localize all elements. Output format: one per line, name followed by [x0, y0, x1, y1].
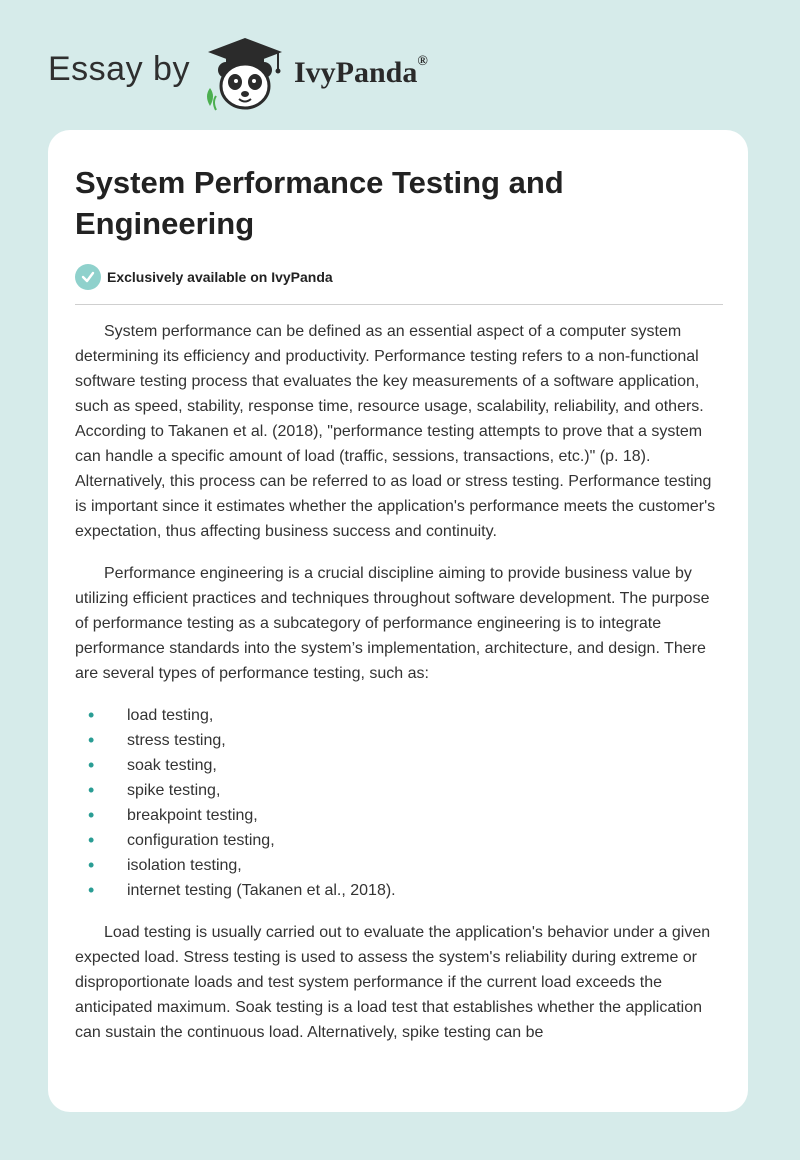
list-item-text: stress testing,	[127, 732, 226, 749]
list-item-text: spike testing,	[127, 782, 221, 799]
panda-logo-icon	[200, 36, 290, 112]
registered-mark: ®	[417, 54, 428, 69]
exclusive-badge	[75, 264, 333, 290]
bullet-icon: •	[88, 880, 95, 900]
divider	[75, 304, 723, 305]
list-item-text: breakpoint testing,	[127, 807, 258, 824]
list-item	[75, 803, 725, 828]
list-item-text: soak testing,	[127, 757, 217, 774]
paragraph: System performance can be defined as an essential aspect of a computer system determining its efficiency and productivity. Performance testing refers to a non-functional software testing process that evaluates the key measurements of a software application, such as speed, stability, response time, resource usage, scalability, reliability, and others. According to Takanen et al. (2018), "performance testing attempts to prove that a system can handle a specific amount of load (traffic, sessions, transactions, etc.)" (p. 18). Alternatively, this process can be referred to as load or stress testing. Performance testing is important since it estimates whether the application's performance meets the customer's expectation, thus affecting business success and continuity.	[75, 323, 716, 540]
bullet-icon: •	[88, 705, 95, 725]
essay-body	[75, 319, 725, 1062]
list-item	[75, 853, 725, 878]
essay-title: System Performance Testing and Engineering	[75, 165, 564, 241]
essay-by-label: Essay by	[48, 50, 190, 88]
exclusive-label: Exclusively available on IvyPanda	[107, 269, 333, 285]
list-item	[75, 728, 725, 753]
bullet-icon: •	[88, 730, 95, 750]
bullet-icon: •	[88, 805, 95, 825]
list-item	[75, 778, 725, 803]
brand-text: IvyPanda	[294, 56, 418, 89]
list-item-text: configuration testing,	[127, 832, 275, 849]
check-icon	[75, 264, 101, 290]
bullet-icon: •	[88, 780, 95, 800]
essay-card	[48, 130, 748, 1112]
list-item	[75, 828, 725, 853]
list-item-text: isolation testing,	[127, 857, 242, 874]
bullet-icon: •	[88, 830, 95, 850]
bullet-icon: •	[88, 855, 95, 875]
brand-name	[294, 56, 428, 90]
list-item-text: load testing,	[127, 707, 214, 724]
list-item	[75, 753, 725, 778]
bullet-icon: •	[88, 755, 95, 775]
list-item	[75, 703, 725, 728]
list-item	[75, 878, 725, 903]
header	[0, 0, 800, 120]
testing-types-list	[75, 703, 725, 903]
list-item-text: internet testing (Takanen et al., 2018).	[127, 882, 396, 899]
paragraph: Load testing is usually carried out to evaluate the application's behavior under a given expected load. Stress testing is used to assess the system's reliability during extreme or disproportionate loads and test system performance if the current load exceeds the anticipated maximum. Soak testing is a load test that establishes whether the application can sustain the continuous load. Alternatively, spike testing can be	[75, 924, 711, 1041]
paragraph: Performance engineering is a crucial discipline aiming to provide business value by utilizing efficient practices and techniques throughout software development. The purpose of performance testing as a subcategory of performance engineering is to integrate performance standards into the system’s implementation, architecture, and design. There are several types of performance testing, such as:	[75, 565, 710, 682]
